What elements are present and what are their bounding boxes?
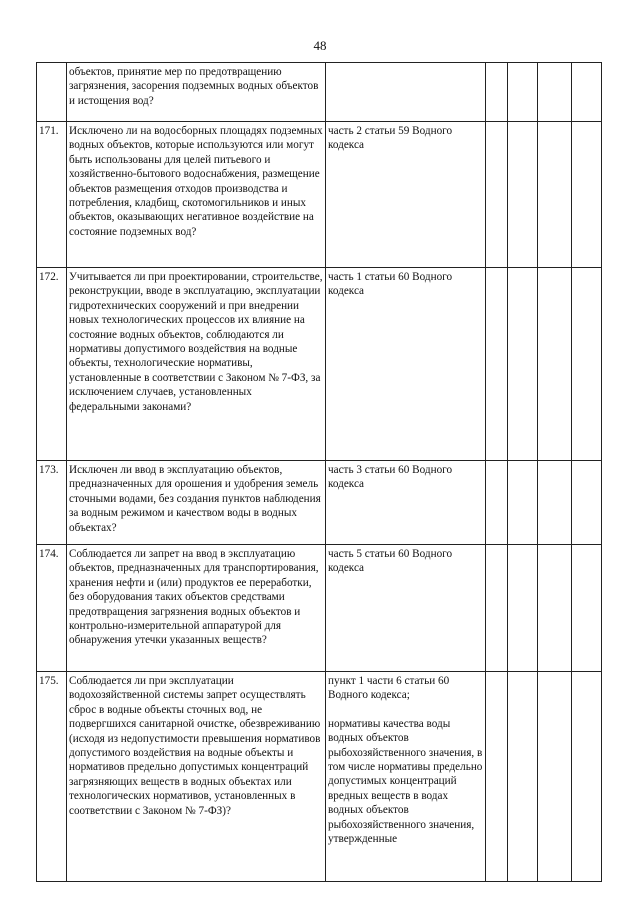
source-text: часть 1 статьи 60 Водного кодекса — [328, 271, 453, 298]
empty-cell — [486, 461, 508, 545]
empty-cell — [538, 672, 572, 882]
empty-cell — [508, 672, 538, 882]
source-cell — [326, 545, 486, 672]
empty-cell — [508, 122, 538, 268]
source-text: часть 3 статьи 60 Водного кодекса — [328, 464, 453, 491]
source-cell — [326, 63, 486, 122]
source-cell — [326, 122, 486, 268]
empty-cell — [486, 672, 508, 882]
empty-cell — [538, 122, 572, 268]
empty-cell — [486, 63, 508, 122]
row-number: 173. — [37, 461, 67, 545]
row-number: 175. — [37, 672, 67, 882]
empty-cell — [486, 268, 508, 461]
checklist-table — [36, 62, 602, 882]
table-row — [37, 461, 602, 545]
question-cell: Учитывается ли при проектировании, строительстве, реконструкции, вводе в эксплуатацию, эксплуатации гидротехнических сооружений и при внедрении новых технологических процессов их влияние на состояние водных объектов, соблюдаются ли нормативы допустимого воздействия на водные объекты, технологические нормативы, установленные в соответствии с Законом № 7-ФЗ, за исключением случаев, установленных федеральными законами? — [67, 268, 326, 461]
empty-cell — [572, 672, 602, 882]
source-text: часть 2 статьи 59 Водного кодекса — [328, 125, 453, 152]
empty-cell — [486, 545, 508, 672]
question-cell: Исключен ли ввод в эксплуатацию объектов, предназначенных для орошения и удобрения земель сточными водами, без создания пунктов наблюдения за водным режимом и качеством воды в водных объектах? — [67, 461, 326, 545]
source-cell — [326, 268, 486, 461]
table-row — [37, 545, 602, 672]
empty-cell — [508, 461, 538, 545]
question-cell: Исключено ли на водосборных площадях подземных водных объектов, которые используются или могут быть использованы для целей питьевого и хозяйственно-бытового водоснабжения, размещение объектов размещения отходов производства и потребления, кладбищ, скотомогильников и иных объектов, оказывающих негативное воздействие на состояние подземных вод? — [67, 122, 326, 268]
source-cell — [326, 461, 486, 545]
empty-cell — [508, 545, 538, 672]
empty-cell — [572, 268, 602, 461]
row-number: 172. — [37, 268, 67, 461]
empty-cell — [538, 268, 572, 461]
table-row — [37, 63, 602, 122]
empty-cell — [538, 63, 572, 122]
question-cell: объектов, принятие мер по предотвращению загрязнения, засорения подземных водных объектов и истощения вод? — [67, 63, 326, 122]
page-number: 48 — [313, 38, 327, 53]
empty-cell — [572, 122, 602, 268]
source-text: часть 5 статьи 60 Водного кодекса — [328, 548, 453, 575]
empty-cell — [508, 268, 538, 461]
row-number — [37, 63, 67, 122]
empty-cell — [486, 122, 508, 268]
question-cell: Соблюдается ли при эксплуатации водохозяйственной системы запрет осуществлять сброс в водные объекты сточных вод, не подвергшихся санитарной очистке, обезвреживанию (исходя из недопустимости превышения нормативов допустимого воздействия на водные объекты и нормативов предельно допустимых концентраций загрязняющих веществ в водных объектах или технологических нормативов, установленных в соответствии с Законом № 7-ФЗ)? — [67, 672, 326, 882]
source-text: пункт 1 части 6 статьи 60 Водного кодекса; — [328, 675, 450, 702]
question-cell: Соблюдается ли запрет на ввод в эксплуатацию объектов, предназначенных для транспортирования, хранения нефти и (или) продуктов ее переработки, без оборудования таких объектов средствами предотвращения загрязнения водных объектов и контрольно-измерительной аппаратурой для обнаружения утечки указанных веществ? — [67, 545, 326, 672]
row-number: 174. — [37, 545, 67, 672]
empty-cell — [508, 63, 538, 122]
source-text: нормативы качества воды водных объектов рыбохозяйственного значения, в том числе нормативы предельно допустимых концентраций вредных веществ в водах водных объектов рыбохозяйственного значения, утвержденные — [328, 717, 483, 846]
row-number: 171. — [37, 122, 67, 268]
table-row — [37, 268, 602, 461]
empty-cell — [572, 63, 602, 122]
empty-cell — [572, 545, 602, 672]
empty-cell — [538, 461, 572, 545]
table-row — [37, 672, 602, 882]
empty-cell — [572, 461, 602, 545]
empty-cell — [538, 545, 572, 672]
table-row — [37, 122, 602, 268]
source-cell — [326, 672, 486, 882]
